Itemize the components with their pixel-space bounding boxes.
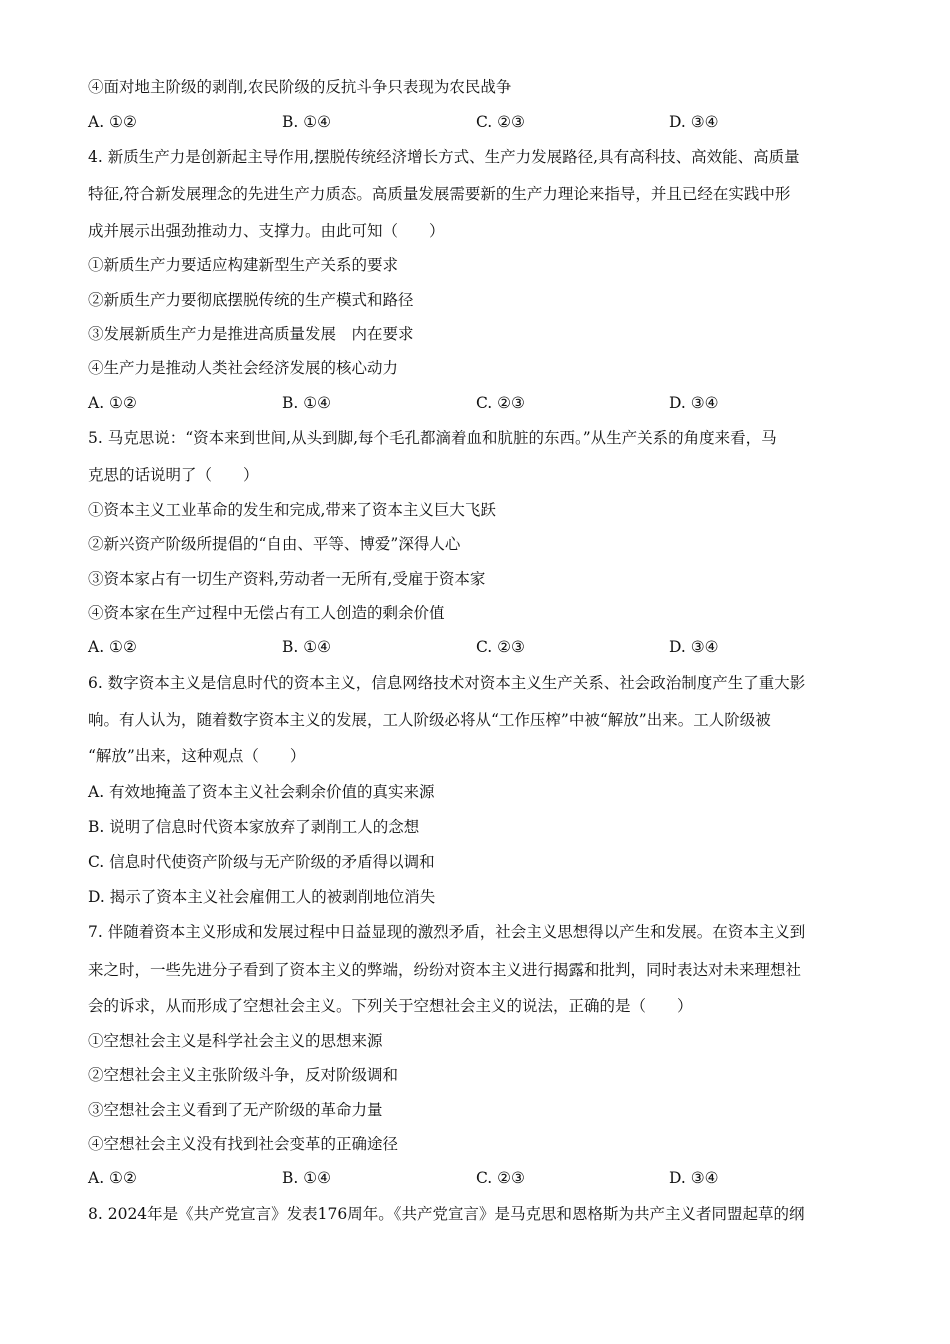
q7-stem-line: 会的诉求，从而形成了空想社会主义。下列关于空想社会主义的说法，正确的是（ ） — [88, 997, 693, 1015]
q8-stem-line: 8. 2024年是《共产党宣言》发表176周年。《共产党宣言》是马克思和恩格斯为共产主义者同盟起草的纲 — [88, 1205, 805, 1223]
q7-item-3: ③空想社会主义看到了无产阶级的革命力量 — [88, 1101, 383, 1119]
q7-option-a: A. ①② — [88, 1169, 137, 1187]
q4-option-c: C. ②③ — [476, 394, 525, 412]
q6-option-a: A. 有效地掩盖了资本主义社会剩余价值的真实来源 — [88, 783, 435, 801]
q6-option-b: B. 说明了信息时代资本家放弃了剥削工人的念想 — [88, 818, 420, 836]
q4-item-3: ③发展新质生产力是推进高质量发展 内在要求 — [88, 325, 414, 343]
q7-option-d: D. ③④ — [669, 1169, 719, 1187]
q7-option-c: C. ②③ — [476, 1169, 525, 1187]
q5-stem-line: 5. 马克思说：“资本来到世间,从头到脚,每个毛孔都滴着血和肮脏的东西。”从生产关系的角度来看，马 — [88, 429, 777, 447]
q4-option-b: B. ①④ — [282, 394, 332, 412]
q5-option-a: A. ①② — [88, 638, 137, 656]
q6-stem-line: “解放”出来，这种观点（ ） — [88, 747, 306, 765]
q7-option-b: B. ①④ — [282, 1169, 332, 1187]
q5-option-d: D. ③④ — [669, 638, 719, 656]
q3-option-b: B. ①④ — [282, 113, 332, 131]
q5-stem-line: 克思的话说明了（ ） — [88, 466, 259, 484]
q7-stem-line: 来之时，一些先进分子看到了资本主义的弊端，纷纷对资本主义进行揭露和批判，同时表达对未来理想社 — [88, 961, 802, 979]
q7-item-4: ④空想社会主义没有找到社会变革的正确途径 — [88, 1135, 399, 1153]
q5-item-4: ④资本家在生产过程中无偿占有工人创造的剩余价值 — [88, 604, 445, 622]
q4-item-2: ②新质生产力要彻底摆脱传统的生产模式和路径 — [88, 291, 414, 309]
q5-item-1: ①资本主义工业革命的发生和完成,带来了资本主义巨大飞跃 — [88, 501, 496, 519]
q3-option-c: C. ②③ — [476, 113, 525, 131]
q4-stem-line: 4. 新质生产力是创新起主导作用,摆脱传统经济增长方式、生产力发展路径,具有高科技、高效能、高质量 — [88, 148, 800, 166]
q5-option-b: B. ①④ — [282, 638, 332, 656]
q6-stem-line: 响。有人认为，随着数字资本主义的发展，工人阶级必将从“工作压榨”中被“解放”出来。工人阶级被 — [88, 711, 771, 729]
q4-option-d: D. ③④ — [669, 394, 719, 412]
q4-item-1: ①新质生产力要适应构建新型生产关系的要求 — [88, 256, 399, 274]
q5-item-2: ②新兴资产阶级所提倡的“自由、平等、博爱”深得人心 — [88, 535, 461, 553]
q6-stem-line: 6. 数字资本主义是信息时代的资本主义，信息网络技术对资本主义生产关系、社会政治制度产生了重大影 — [88, 674, 806, 692]
q6-option-c: C. 信息时代使资产阶级与无产阶级的矛盾得以调和 — [88, 853, 435, 871]
q3-option-d: D. ③④ — [669, 113, 719, 131]
q4-item-4: ④生产力是推动人类社会经济发展的核心动力 — [88, 359, 399, 377]
q5-item-3: ③资本家占有一切生产资料,劳动者一无所有,受雇于资本家 — [88, 570, 486, 588]
q7-item-1: ①空想社会主义是科学社会主义的思想来源 — [88, 1032, 383, 1050]
q7-item-2: ②空想社会主义主张阶级斗争，反对阶级调和 — [88, 1066, 399, 1084]
q3-item-4: ④面对地主阶级的剥削,农民阶级的反抗斗争只表现为农民战争 — [88, 78, 512, 96]
q4-stem-line: 成并展示出强劲推动力、支撑力。由此可知（ ） — [88, 222, 445, 240]
q7-stem-line: 7. 伴随着资本主义形成和发展过程中日益显现的激烈矛盾，社会主义思想得以产生和发展。在资本主义到 — [88, 923, 806, 941]
q6-option-d: D. 揭示了资本主义社会雇佣工人的被剥削地位消失 — [88, 888, 436, 906]
q3-option-a: A. ①② — [88, 113, 137, 131]
q4-stem-line: 特征,符合新发展理念的先进生产力质态。高质量发展需要新的生产力理论来指导，并且已经在实践中形 — [88, 185, 791, 203]
q5-option-c: C. ②③ — [476, 638, 525, 656]
q4-option-a: A. ①② — [88, 394, 137, 412]
